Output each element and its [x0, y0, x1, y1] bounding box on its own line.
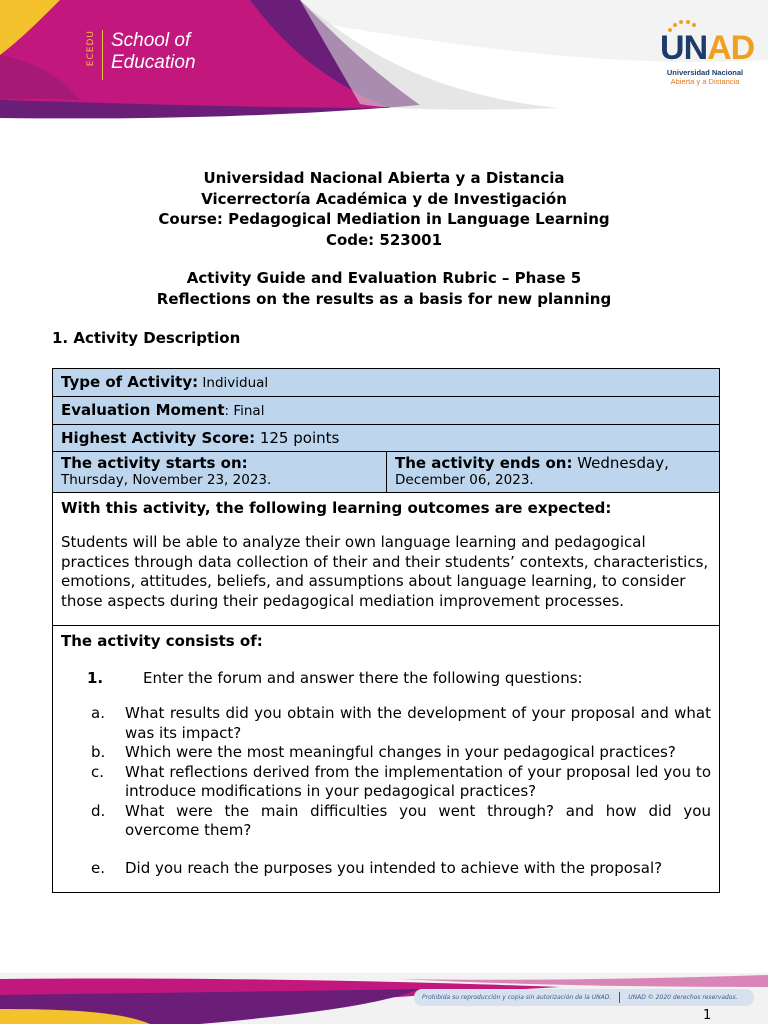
school-name: School of Education	[111, 30, 196, 73]
learning-outcomes-cell	[53, 493, 719, 626]
question-item: b. Which were the most meaningful changes in your pedagogical practices?	[91, 743, 676, 761]
question-item: c. What reflections derived from the implementation of your proposal led you to introduce modifications in your pedagogical practices?	[91, 762, 711, 800]
university-name: Universidad Nacional Abierta y a Distancia	[203, 169, 565, 187]
guide-title: Activity Guide and Evaluation Rubric – Phase 5	[186, 269, 582, 287]
outcomes-body: Students will be able to analyze their own language learning and pedagogical practices through data collection of their and their students’ contexts, characteristics, emotions, attitudes, beliefs, and assumptions about language learning, to consider those aspects during their pedagogical mediation improvement processes.	[61, 533, 709, 610]
unad-subtitle-2: Abierta y a Distancia	[670, 77, 740, 86]
activity-consists-cell	[53, 626, 719, 892]
footer-notice-bar	[414, 989, 754, 1006]
logo-divider	[102, 30, 103, 80]
question-item: e. Did you reach the purposes you intended to achieve with the proposal?	[91, 858, 663, 877]
end-date-cell: The activity ends on: Wednesday, December 06, 2023.	[395, 454, 669, 488]
consists-title: The activity consists of:	[61, 632, 263, 650]
vice-rectory: Vicerrectoría Académica y de Investigación	[201, 189, 567, 208]
outcomes-title: With this activity, the following learning outcomes are expected:	[61, 499, 612, 517]
footer-copyright: UNAD © 2020 derechos reservados.	[628, 994, 738, 1001]
ecedu-label: ECEDU	[86, 30, 96, 67]
step-item: 1. Enter the forum and answer there the following questions:	[87, 669, 583, 687]
school-of-education-logo	[86, 30, 196, 80]
start-date-cell: The activity starts on: Thursday, November 23, 2023.	[53, 452, 387, 492]
question-item: a. What results did you obtain with the development of your proposal and what was its impact?	[91, 704, 711, 742]
section-title: 1. Activity Description	[52, 329, 241, 347]
course-name: Course: Pedagogical Mediation in Language Learning	[158, 210, 610, 228]
unad-wordmark: UNAD	[660, 29, 755, 67]
evaluation-moment-row: Evaluation Moment: Final	[53, 397, 719, 425]
activity-table	[52, 368, 720, 893]
footer-notice: Prohibida su reproducción y copia sin autorización de la UNAD.	[422, 994, 612, 1001]
course-code: Code: 523001	[325, 230, 443, 249]
highest-score-row: Highest Activity Score: 125 points	[53, 425, 719, 452]
document-heading	[0, 168, 768, 309]
question-item: d. What were the main difficulties you went through? and how did you overcome them?	[91, 801, 711, 839]
unad-logo	[660, 20, 755, 86]
dates-row	[53, 452, 719, 493]
question-list	[91, 704, 711, 878]
type-of-activity-row: Type of Activity: Individual	[53, 369, 719, 397]
unad-subtitle-1: Universidad Nacional	[666, 68, 744, 77]
guide-subtitle: Reflections on the results as a basis for new planning	[156, 289, 612, 308]
page-number: 1	[703, 1008, 712, 1023]
